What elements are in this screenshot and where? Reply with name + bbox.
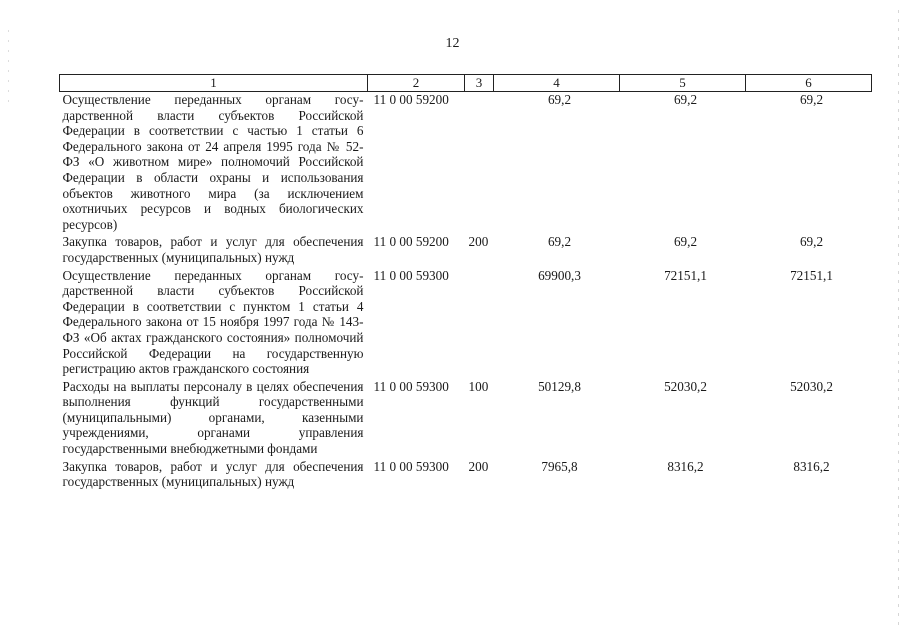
row-name: Осуществление переданных органам государственной власти субъектов Российской Федерации в соответствии с частью 1 статьи 6 Федерального закона от 24 апреля 1995 года № 52-ФЗ «О животном мире» полномочий Российской Федерации в области охраны и использования объектов животного мира (за исключением охотничьих ресурсов и водных биологических ресурсов) bbox=[62, 92, 364, 232]
header-col-2: 2 bbox=[368, 75, 465, 92]
table-row bbox=[60, 459, 872, 492]
row-code: 11 0 00 59300 bbox=[373, 458, 449, 474]
row-value-col4: 7965,8 bbox=[541, 458, 578, 474]
row-code: 11 0 00 59200 bbox=[373, 92, 449, 107]
header-col-3: 3 bbox=[465, 75, 494, 92]
row-expense-type bbox=[465, 92, 494, 235]
header-row bbox=[60, 75, 872, 92]
header-col-4: 4 bbox=[494, 75, 620, 92]
row-expense-type: 200 bbox=[468, 234, 489, 250]
row-value-col6: 52030,2 bbox=[790, 378, 833, 394]
row-name: Осуществление переданных органам государственной власти субъектов Российской Федерации в соответствии с пунктом 1 статьи 4 Федерального закона от 15 ноября 1997 года № 143-ФЗ «Об актах гражданского состояния» полномочий Российской Федерации на государственную регистрацию актов гражданского состояния bbox=[62, 267, 364, 377]
row-expense-type: 200 bbox=[468, 458, 489, 474]
row-expense-type: 100 bbox=[468, 378, 489, 394]
row-value-col4: 50129,8 bbox=[538, 378, 581, 394]
scan-edge-mark bbox=[898, 10, 899, 630]
row-value-col6: 8316,2 bbox=[793, 458, 830, 474]
row-value-col4: 69900,3 bbox=[538, 267, 581, 283]
row-value-col6: 69,2 bbox=[799, 92, 824, 107]
row-value-col5: 8316,2 bbox=[667, 458, 704, 474]
row-value-col6: 69,2 bbox=[799, 234, 824, 250]
row-value-col5: 69,2 bbox=[673, 92, 698, 107]
row-code: 11 0 00 59300 bbox=[373, 378, 449, 394]
row-value-col4: 69,2 bbox=[547, 92, 572, 107]
table-header bbox=[60, 75, 872, 92]
row-value-col5: 52030,2 bbox=[664, 378, 707, 394]
row-name: Закупка товаров, работ и услуг для обеспечения государственных (муниципальных) нужд bbox=[62, 234, 364, 265]
row-name: Расходы на выплаты персоналу в целях обеспечения выполнения функций государственными (муниципальными) органами, казенными учреждениями, органами управления государственными внебюджетными фондами bbox=[62, 378, 364, 457]
header-col-6: 6 bbox=[746, 75, 872, 92]
budget-table bbox=[59, 74, 872, 492]
table-row bbox=[60, 234, 872, 267]
header-col-5: 5 bbox=[620, 75, 746, 92]
table-row bbox=[60, 92, 872, 235]
row-expense-type bbox=[465, 268, 494, 379]
page-number: 12 bbox=[445, 36, 460, 51]
row-value-col5: 72151,1 bbox=[664, 267, 707, 283]
table-body bbox=[60, 92, 872, 492]
row-value-col6: 72151,1 bbox=[790, 267, 833, 283]
row-code: 11 0 00 59300 bbox=[373, 267, 449, 283]
header-col-1: 1 bbox=[60, 75, 368, 92]
table-row bbox=[60, 379, 872, 459]
row-value-col5: 69,2 bbox=[673, 234, 698, 250]
row-code: 11 0 00 59200 bbox=[373, 234, 449, 250]
row-name: Закупка товаров, работ и услуг для обеспечения государственных (муниципальных) нужд bbox=[62, 458, 364, 490]
table-row bbox=[60, 268, 872, 379]
row-value-col4: 69,2 bbox=[547, 234, 572, 250]
